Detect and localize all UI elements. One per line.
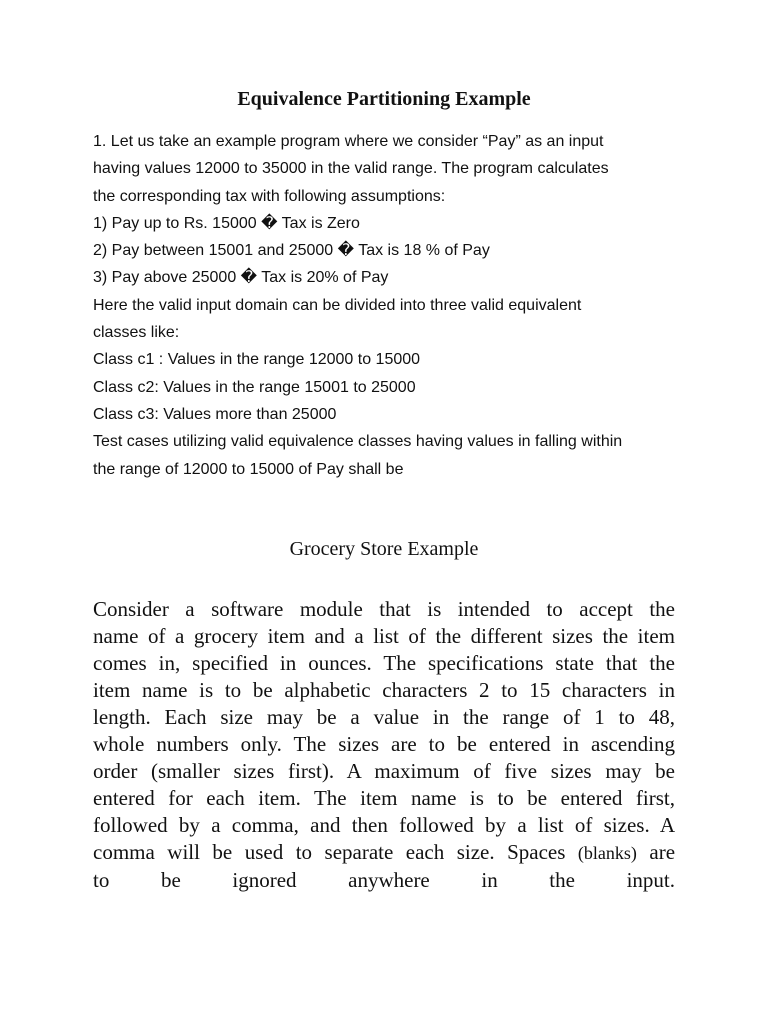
text-line: 2) Pay between 15001 and 25000 � Tax is 18 % of Pay	[93, 242, 490, 260]
text-line: to be ignored anywhere in the input.	[93, 868, 675, 892]
text-line: Class c1 : Values in the range 12000 to 15000	[93, 351, 421, 369]
text-line: having values 12000 to 35000 in the valid range. The program calculates	[93, 160, 609, 178]
text-line: Class c2: Values in the range 15001 to 25000	[93, 378, 416, 396]
text-line: comes in, specified in ounces. The specifications state that the	[93, 651, 675, 675]
text-line: the corresponding tax with following assumptions:	[93, 187, 446, 205]
text-line	[93, 839, 675, 867]
text-line: Consider a software module that is intended to accept the	[93, 597, 675, 621]
text-line: followed by a comma, and then followed by a list of sizes. A	[93, 813, 675, 837]
grocery-example-text	[93, 596, 675, 894]
page-title: Equivalence Partitioning Example	[237, 88, 531, 110]
text-line: Here the valid input domain can be divided into three valid equivalent	[93, 296, 582, 314]
text-line: 3) Pay above 25000 � Tax is 20% of Pay	[93, 269, 389, 287]
section-title: Grocery Store Example	[289, 538, 479, 560]
text-line: the range of 12000 to 15000 of Pay shall be	[93, 460, 404, 478]
text-line: name of a grocery item and a list of the different sizes the item	[93, 624, 675, 648]
text-line: 1. Let us take an example program where we consider “Pay” as an input	[93, 133, 604, 150]
text-fragment: are	[649, 840, 676, 864]
text-line: order (smaller sizes first). A maximum of five sizes may be	[93, 759, 675, 783]
text-line: whole numbers only. The sizes are to be entered in ascending	[93, 732, 675, 756]
text-line: entered for each item. The item name is to be entered first,	[93, 786, 675, 810]
text-fragment: (blanks)	[577, 843, 637, 863]
text-line: length. Each size may be a value in the range of 1 to 48,	[93, 705, 675, 729]
text-fragment: comma will be used to separate each size. Spaces	[93, 840, 566, 864]
text-line: Class c3: Values more than 25000	[93, 405, 337, 423]
equivalence-example-text	[93, 128, 693, 483]
text-line: item name is to be alphabetic characters 2 to 15 characters in	[93, 678, 675, 702]
text-line: 1) Pay up to Rs. 15000 � Tax is Zero	[93, 214, 360, 232]
text-line: Test cases utilizing valid equivalence classes having values in falling within	[93, 433, 623, 451]
text-line: classes like:	[93, 324, 180, 342]
